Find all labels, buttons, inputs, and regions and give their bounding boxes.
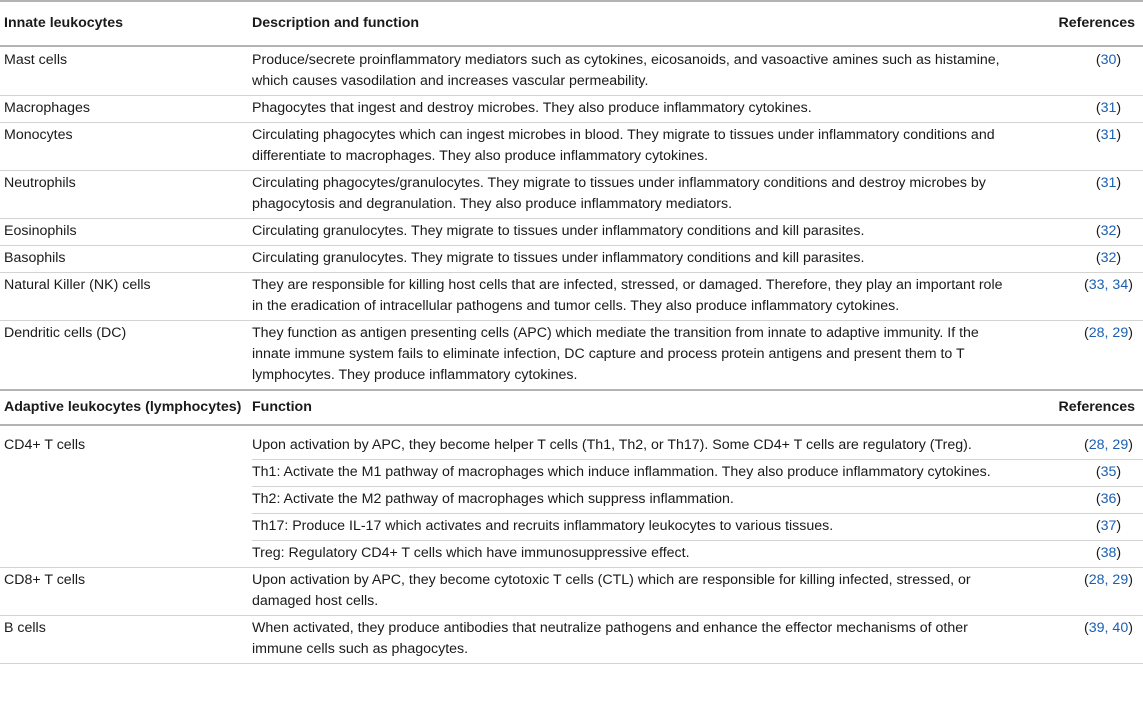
cell-type: Eosinophils [0, 219, 252, 246]
table-row [0, 514, 1143, 541]
cell-description: Circulating phagocytes/granulocytes. They migrate to tissues under inflammatory conditions and destroy microbes by phagocytosis and degranulation. They also produce inflammatory mediators. [252, 171, 1004, 219]
cell-description: Upon activation by APC, they become helper T cells (Th1, Th2, or Th17). Some CD4+ T cells are regulatory (Treg). [252, 425, 1004, 460]
table-row [0, 123, 1143, 171]
cell-type [0, 487, 252, 514]
reference-cell: (31) [1004, 123, 1143, 171]
cell-type: B cells [0, 616, 252, 664]
header-references: References [1004, 1, 1143, 46]
reference-cell: (39, 40) [1004, 616, 1143, 664]
reference-link[interactable]: 31 [1100, 175, 1117, 191]
reference-cell: (33, 34) [1004, 273, 1143, 321]
cell-type: Monocytes [0, 123, 252, 171]
reference-cell: (32) [1004, 246, 1143, 273]
reference-link[interactable]: 36 [1100, 491, 1117, 507]
header-adaptive-leukocytes: Adaptive leukocytes (lymphocytes) [0, 390, 252, 425]
cell-description: Upon activation by APC, they become cytotoxic T cells (CTL) which are responsible for killing infected, stressed, or damaged host cells. [252, 568, 1004, 616]
header-row-adaptive [0, 390, 1143, 425]
reference-cell: (37) [1004, 514, 1143, 541]
table-row [0, 246, 1143, 273]
cell-description: They function as antigen presenting cells (APC) which mediate the transition from innate to adaptive immunity. If the innate immune system fails to eliminate infection, DC capture and process protein antigens and present them to T lymphocytes. They produce inflammatory cytokines. [252, 321, 1004, 391]
cell-type: Macrophages [0, 96, 252, 123]
reference-link[interactable]: 32 [1100, 223, 1117, 239]
cell-description: Phagocytes that ingest and destroy microbes. They also produce inflammatory cytokines. [252, 96, 1004, 123]
reference-link[interactable]: 33, 34 [1088, 277, 1129, 293]
reference-link[interactable]: 37 [1100, 518, 1117, 534]
reference-cell: (36) [1004, 487, 1143, 514]
header-references: References [1004, 390, 1143, 425]
table-row [0, 568, 1143, 616]
table-row [0, 96, 1143, 123]
cell-description: Th2: Activate the M2 pathway of macrophages which suppress inflammation. [252, 487, 1004, 514]
table-row [0, 219, 1143, 246]
cell-type: Neutrophils [0, 171, 252, 219]
cell-description: Circulating granulocytes. They migrate to tissues under inflammatory conditions and kill parasites. [252, 246, 1004, 273]
reference-link[interactable]: 31 [1100, 100, 1117, 116]
header-innate-leukocytes: Innate leukocytes [0, 1, 252, 46]
reference-link[interactable]: 35 [1100, 464, 1117, 480]
header-row-innate [0, 1, 1143, 46]
table-row [0, 541, 1143, 568]
reference-cell: (31) [1004, 171, 1143, 219]
reference-link[interactable]: 32 [1100, 250, 1117, 266]
reference-link[interactable]: 28, 29 [1088, 437, 1129, 453]
cell-description: Produce/secrete proinflammatory mediators such as cytokines, eicosanoids, and vasoactive amines such as histamine, which causes vasodilation and increases vascular permeability. [252, 46, 1004, 96]
reference-cell: (38) [1004, 541, 1143, 568]
reference-cell: (30) [1004, 46, 1143, 96]
table-row [0, 273, 1143, 321]
header-description-function: Description and function [252, 1, 1004, 46]
cell-description: When activated, they produce antibodies that neutralize pathogens and enhance the effector mechanisms of other immune cells such as phagocytes. [252, 616, 1004, 664]
cell-description: They are responsible for killing host cells that are infected, stressed, or damaged. Therefore, they play an important role in the eradication of intracellular pathogens and tumor cells. They also produce inflammatory cytokines. [252, 273, 1004, 321]
cell-type [0, 514, 252, 541]
reference-cell: (28, 29) [1004, 568, 1143, 616]
reference-link[interactable]: 39, 40 [1088, 620, 1129, 636]
cell-type: Natural Killer (NK) cells [0, 273, 252, 321]
reference-link[interactable]: 30 [1100, 52, 1117, 68]
cell-description: Circulating granulocytes. They migrate to tissues under inflammatory conditions and kill parasites. [252, 219, 1004, 246]
cell-description: Treg: Regulatory CD4+ T cells which have immunosuppressive effect. [252, 541, 1004, 568]
cell-type: CD8+ T cells [0, 568, 252, 616]
cell-type: Basophils [0, 246, 252, 273]
cell-description: Circulating phagocytes which can ingest microbes in blood. They migrate to tissues under inflammatory conditions and differentiate to macrophages. They also produce inflammatory cytokines. [252, 123, 1004, 171]
reference-link[interactable]: 38 [1100, 545, 1117, 561]
cell-type: Mast cells [0, 46, 252, 96]
cell-type [0, 460, 252, 487]
table-row [0, 171, 1143, 219]
reference-cell: (28, 29) [1004, 321, 1143, 391]
reference-cell: (28, 29) [1004, 425, 1143, 460]
reference-link[interactable]: 28, 29 [1088, 325, 1129, 341]
cell-type: Dendritic cells (DC) [0, 321, 252, 391]
header-function: Function [252, 390, 1004, 425]
reference-cell: (32) [1004, 219, 1143, 246]
table-row [0, 321, 1143, 391]
table-row [0, 487, 1143, 514]
reference-link[interactable]: 28, 29 [1088, 572, 1129, 588]
cell-type [0, 541, 252, 568]
reference-cell: (31) [1004, 96, 1143, 123]
table-row [0, 46, 1143, 96]
cell-description: Th17: Produce IL-17 which activates and recruits inflammatory leukocytes to various tissues. [252, 514, 1004, 541]
table-row [0, 616, 1143, 664]
table-row [0, 425, 1143, 460]
reference-cell: (35) [1004, 460, 1143, 487]
table-row [0, 460, 1143, 487]
cell-type: CD4+ T cells [4, 437, 86, 453]
reference-link[interactable]: 31 [1100, 127, 1117, 143]
cell-description: Th1: Activate the M1 pathway of macrophages which induce inflammation. They also produce inflammatory cytokines. [252, 460, 1004, 487]
